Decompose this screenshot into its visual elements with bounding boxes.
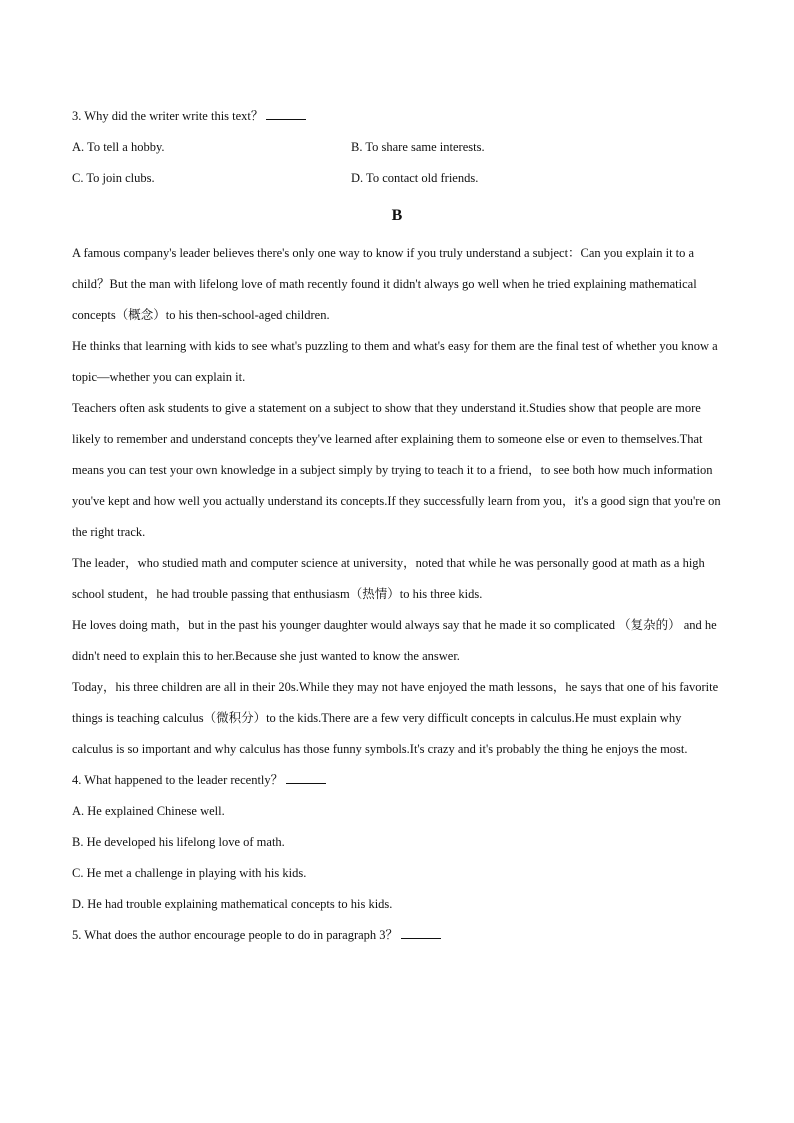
question-4-option-a: A. He explained Chinese well.	[72, 804, 225, 818]
question-3-options-row-1	[72, 132, 722, 163]
passage-paragraph: Today，his three children are all in their 20s.While they may not have enjoyed the math lessons，he says that one of his favorite things is teaching calculus（微积分）to the kids.There are a few very difficult concepts in calculus.He must explain why calculus is so important and why calculus has those funny symbols.It's crazy and it's probably the thing he enjoys the most.	[72, 680, 719, 756]
answer-blank[interactable]	[266, 109, 306, 120]
question-4-option-d: D. He had trouble explaining mathematical concepts to his kids.	[72, 897, 393, 911]
question-4-text: 4. What happened to the leader recently？	[72, 773, 284, 787]
passage-paragraph: The leader，who studied math and computer science at university，noted that while he was personally good at math as a high school student，he had trouble passing that enthusiasm（热情）to his three kids.	[72, 556, 705, 601]
question-4-option-b: B. He developed his lifelong love of math.	[72, 835, 285, 849]
answer-blank[interactable]	[401, 928, 441, 939]
question-4-option-c: C. He met a challenge in playing with his kids.	[72, 866, 307, 880]
passage-paragraph: Teachers often ask students to give a statement on a subject to show that they understand it.Studies show that people are more likely to remember and understand concepts they've learned after explaining them to someone else or even to themselves.That means you can test your own knowledge in a subject simply by trying to teach it to a friend，to see both how much information you've kept and how well you actually understand its concepts.If they successfully learn from you，it's a good sign that you're on the right track.	[72, 401, 721, 539]
option-a: A. To tell a hobby.	[72, 140, 165, 154]
question-5	[72, 920, 722, 951]
passage-paragraph: He loves doing math，but in the past his younger daughter would always say that he made it so complicated （复杂的） and he didn't need to explain this to her.Because she just wanted to know the answer.	[72, 618, 717, 663]
question-4	[72, 765, 722, 796]
option-c: C. To join clubs.	[72, 171, 155, 185]
section-title-b: B	[391, 207, 403, 224]
document-page	[72, 101, 722, 951]
passage-paragraph: A famous company's leader believes there's only one way to know if you truly understand a subject：Can you explain it to a child？But the man with lifelong love of math recently found it didn't always go well when he tried explaining mathematical concepts（概念）to his then-school-aged children.	[72, 246, 697, 322]
question-3-options-row-2	[72, 163, 722, 194]
answer-blank[interactable]	[286, 773, 326, 784]
passage-paragraph: He thinks that learning with kids to see what's puzzling to them and what's easy for them are the final test of whether you know a topic—whether you can explain it.	[72, 339, 718, 384]
question-5-text: 5. What does the author encourage people to do in paragraph 3？	[72, 928, 399, 942]
option-d: D. To contact old friends.	[351, 171, 479, 185]
option-b: B. To share same interests.	[351, 140, 485, 154]
question-3	[72, 101, 722, 132]
question-3-text: 3. Why did the writer write this text？	[72, 109, 264, 123]
